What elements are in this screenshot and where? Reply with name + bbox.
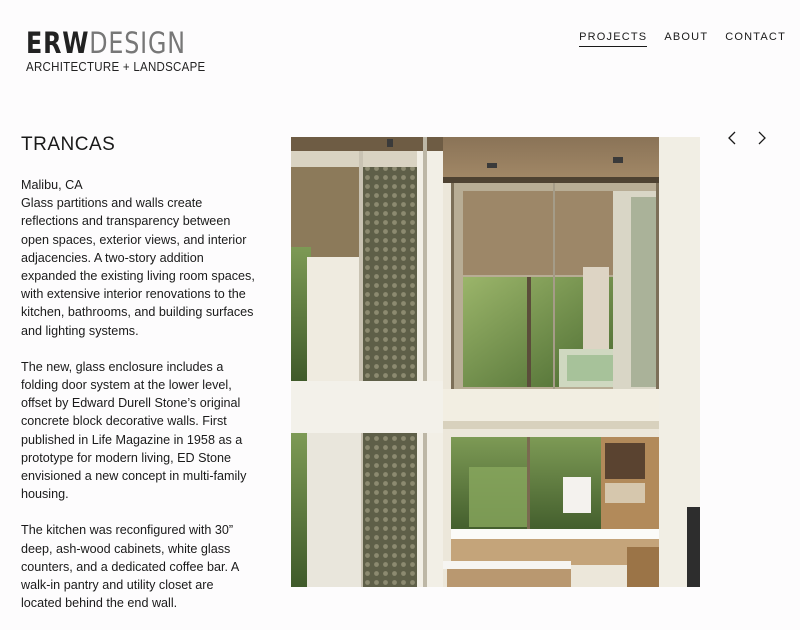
chevron-right-icon[interactable] <box>754 129 770 147</box>
project-paragraph-3: The kitchen was reconfigured with 30” deep, ash-wood cabinets, white glass counters, and a dedicated coffee bar. A walk-in pantry and utility closet are located behind the end wall. <box>21 523 239 611</box>
site-logo[interactable] <box>26 26 206 74</box>
chevron-left-icon[interactable] <box>724 129 740 147</box>
project-description <box>21 176 256 630</box>
logo-tagline: ARCHITECTURE + LANDSCAPE <box>26 60 206 74</box>
nav-about[interactable]: ABOUT <box>664 31 709 43</box>
gallery-controls <box>724 129 770 147</box>
nav-projects[interactable]: PROJECTS <box>579 31 647 47</box>
project-title: TRANCAS <box>21 134 116 155</box>
nav-contact[interactable]: CONTACT <box>725 31 786 43</box>
logo-design: DESIGN <box>89 26 186 60</box>
logo-erw: ERW <box>26 26 90 60</box>
project-location: Malibu, CA <box>21 178 83 192</box>
interior-photo-illustration <box>291 137 700 587</box>
project-paragraph-1: Glass partitions and walls create reflections and transparency between open spaces, exterior views, and interior adjacencies. A two-story addition expanded the existing living room spaces, with extensive interior renovations to the kitchen, bathrooms, and building surfaces and lighting systems. <box>21 196 255 338</box>
project-photo[interactable] <box>291 137 700 587</box>
logo-wordmark <box>26 26 186 60</box>
project-paragraph-2: The new, glass enclosure includes a folding door system at the lower level, offset by Edward Durell Stone’s original concrete block decorative walls. First published in Life Magazine in 1958 as a prototype for modern living, ED Stone envisioned a new concept in multi-family housing. <box>21 359 247 502</box>
main-nav <box>579 31 786 47</box>
